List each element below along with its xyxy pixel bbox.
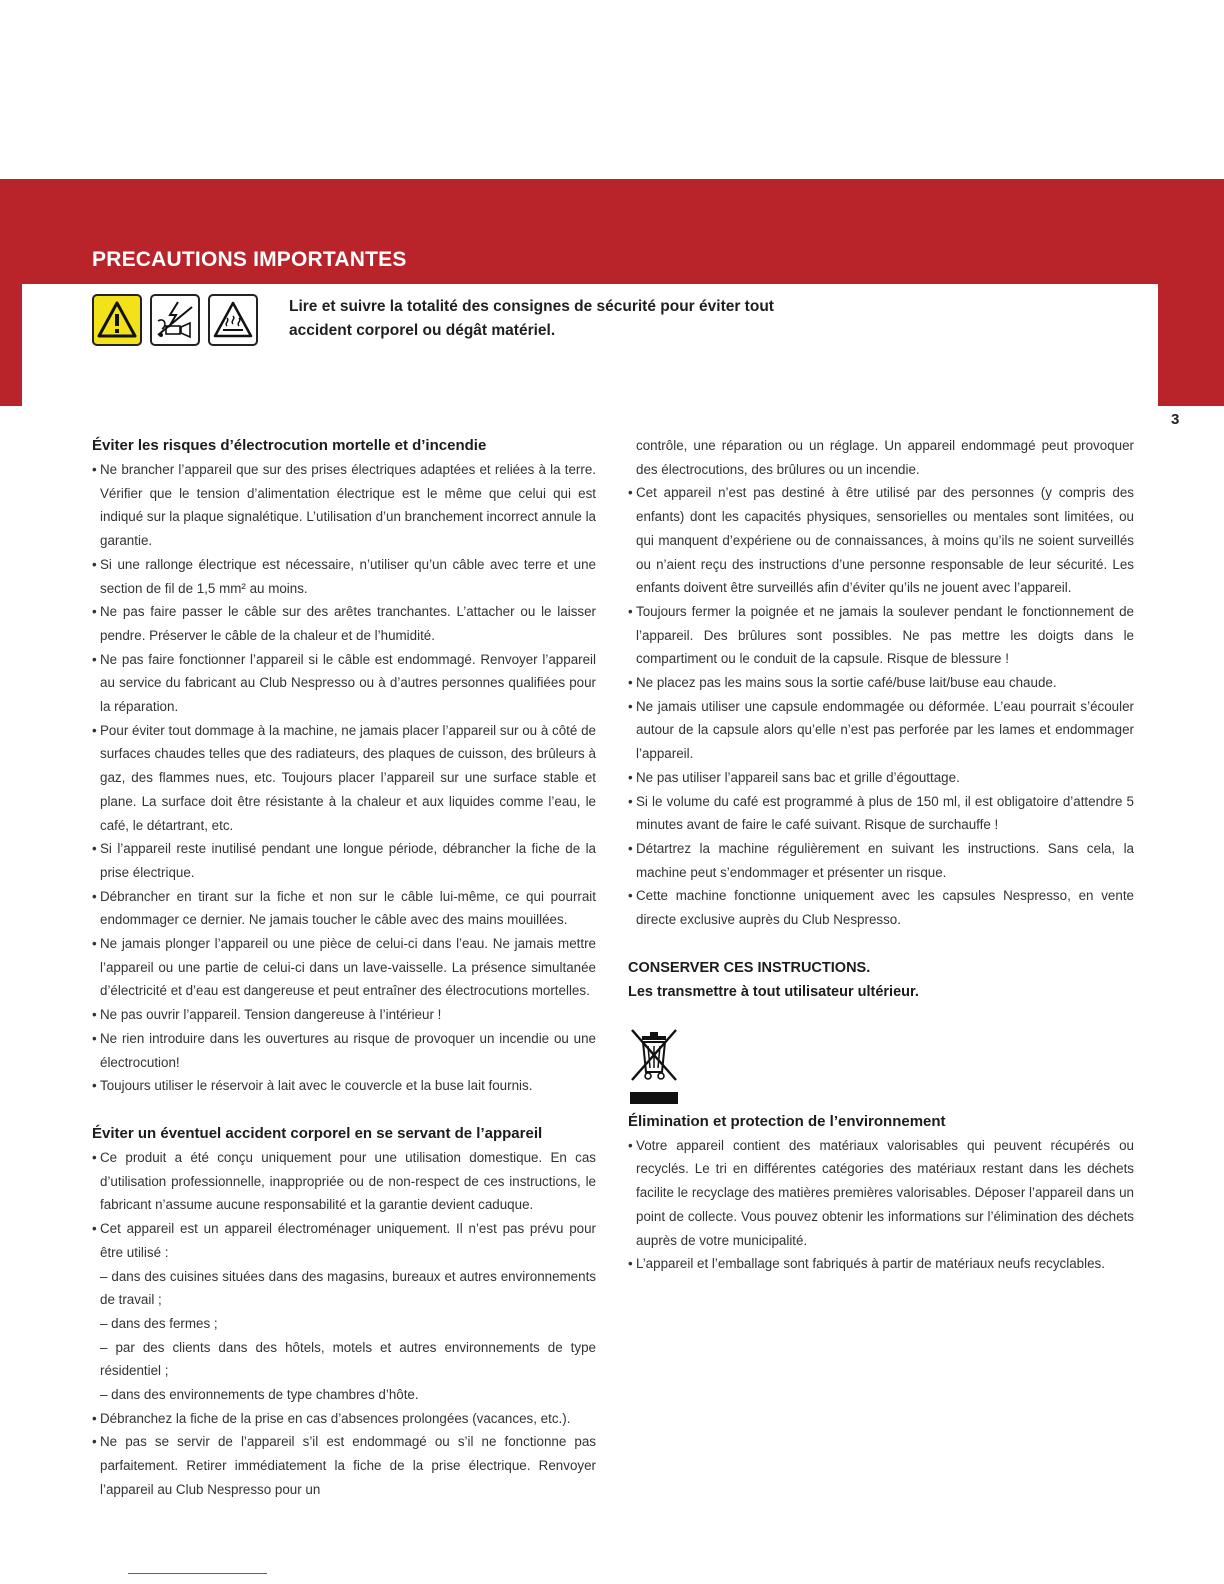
weee-bin-icon [628,1026,680,1104]
warning-triangle-icon [92,294,142,346]
footer-link-line [128,1573,267,1574]
list-item: • Ne pas faire fonctionner l’appareil si le câble est endommagé. Renvoyer l’appareil au service du fabricant au Club Nespresso ou à d’autres personnes qualifiées pour la réparation. [92,648,596,719]
list-item: • Ne brancher l’appareil que sur des prises électriques adaptées et reliées à la terre. Vérifier que le tension d’alimentation électrique est le même que celui qui est indiqué sur la plaque signalétique. L’utilisation d’un branchement incorrect annule la garantie. [92,458,596,553]
injury-list [92,1146,596,1502]
list-item: • Toujours fermer la poignée et ne jamais la soulever pendant le fonctionnement de l’appareil. Des brûlures sont possibles. Ne pas mettre les doigts dans le compartiment ou le conduit de la capsule. Risque de blessure ! [628,600,1134,671]
list-item: • Détartrez la machine régulièrement en suivant les instructions. Sans cela, la machine peut s’endommager et présenter un risque. [628,837,1134,884]
list-item: • Ne jamais plonger l’appareil ou une pièce de celui-ci dans l’eau. Ne jamais mettre l’appareil ou une partie de celui-ci dans un lave-vaisselle. La présence simultanée d’électricité et d’eau est dangereuse et peut entraîner des électrocutions mortelles. [92,932,596,1003]
list-item: • Ce produit a été conçu uniquement pour une utilisation domestique. En cas d’utilisation professionnelle, inappropriée ou de non-respect de ces instructions, le fabricant n’assume aucune responsabilité et la garantie devient caduque. [92,1146,596,1217]
list-item: • Ne pas se servir de l’appareil s’il est endommagé ou s’il ne fonctionne pas parfaitement. Retirer immédiatement la fiche de la prise électrique. Renvoyer l’appareil au Club Nespresso pour un [92,1430,596,1501]
page-number: 3 [1171,411,1180,428]
hot-surface-icon [208,294,258,346]
section-heading-environment: Élimination et protection de l’environnement [628,1112,946,1130]
list-item: • Ne placez pas les mains sous la sortie café/buse lait/buse eau chaude. [628,671,1134,695]
list-item: • Cette machine fonctionne uniquement avec les capsules Nespresso, en vente directe exclusive auprès du Club Nespresso. [628,884,1134,931]
right-column [628,434,1134,1276]
list-item: • Cet appareil n’est pas destiné à être utilisé par des personnes (y compris des enfants) dont les capacités physiques, sensorielles ou mentales sont limitées, ou qui manquent d’expériene ou de connaissances, à moins qu’ils ne soient surveillés ou n’aient reçu des instructions d’une personne responsable de leur sécurité. Les enfants doivent être surveillés afin d’éviter qu’ils ne jouent avec l’appareil. [628,481,1134,600]
sub-list-item: – dans des cuisines situées dans des magasins, bureaux et autres environnements de travail ; [92,1265,596,1312]
safety-icons [92,294,258,346]
list-item: • Toujours utiliser le réservoir à lait avec le couvercle et la buse lait fournis. [92,1074,596,1098]
sub-list-item: – dans des fermes ; [92,1312,596,1336]
keep-instructions-heading: CONSERVER CES INSTRUCTIONS. [628,959,871,976]
list-item: • Si le volume du café est programmé à plus de 150 ml, il est obligatoire d’attendre 5 minutes avant de faire le café suivant. Risque de surchauffe ! [628,790,1134,837]
injury-list-continued [628,434,1134,932]
list-item: • L’appareil et l’emballage sont fabriqués à partir de matériaux neufs recyclables. [628,1252,1134,1276]
section-heading-injury: Éviter un éventuel accident corporel en se servant de l’appareil [92,1124,543,1142]
list-item: • Ne pas utiliser l’appareil sans bac et grille d’égouttage. [628,766,1134,790]
pass-on-instructions: Les transmettre à tout utilisateur ultérieur. [628,983,919,1000]
sub-list-item: – dans des environnements de type chambres d’hôte. [92,1383,596,1407]
list-item: • Pour éviter tout dommage à la machine, ne jamais placer l’appareil sur ou à côté de surfaces chaudes telles que des radiateurs, des plaques de cuisson, des brûleurs à gaz, des flammes nues, etc. Toujours placer l’appareil sur une surface stable et plane. La surface doit être résistante à la chaleur et aux liquides comme l’eau, le café, le détartrant, etc. [92,719,596,838]
list-item: • Débranchez la fiche de la prise en cas d’absences prolongées (vacances, etc.). [92,1407,596,1431]
list-item: • Ne pas ouvrir l’appareil. Tension dangereuse à l’intérieur ! [92,1003,596,1027]
intro-text: Lire et suivre la totalité des consignes de sécurité pour éviter tout accident corporel ou dégât matériel. [289,298,774,339]
list-item: • Si l’appareil reste inutilisé pendant une longue période, débrancher la fiche de la prise électrique. [92,837,596,884]
list-item: • Votre appareil contient des matériaux valorisables qui peuvent récupérés ou recyclés. Le tri en différentes catégories des matériaux restant dans les déchets facilite le recyclage des matières premières valorisables. Déposer l’appareil dans un point de collecte. Vous pouvez obtenir les informations sur l’élimination des déchets auprès de votre municipalité. [628,1134,1134,1253]
page-title: PRECAUTIONS IMPORTANTES [92,248,407,271]
environment-list [628,1134,1134,1276]
electric-shock-icon [150,294,200,346]
list-item: • Cet appareil est un appareil électroménager uniquement. Il n’est pas prévu pour être utilisé : [92,1217,596,1264]
list-item-continuation: contrôle, une réparation ou un réglage. Un appareil endommagé peut provoquer des électrocutions, des brûlures ou un incendie. [636,438,1134,477]
list-item: • Débrancher en tirant sur la fiche et non sur le câble lui-même, ce qui pourrait endommager ce dernier. Ne jamais toucher le câble avec des mains mouillées. [92,885,596,932]
list-item: • Ne pas faire passer le câble sur des arêtes tranchantes. L’attacher ou le laisser pendre. Préserver le câble de la chaleur et de l’humidité. [92,600,596,647]
list-item: • Ne rien introduire dans les ouvertures au risque de provoquer un incendie ou une électrocution! [92,1027,596,1074]
left-column [92,434,596,1502]
sub-list-item: – par des clients dans des hôtels, motels et autres environnements de type résidentiel ; [92,1336,596,1383]
list-item: • Ne jamais utiliser une capsule endommagée ou déformée. L’eau pourrait s’écouler autour de la capsule alors qu’elle n’est pas perforée par les lames et endommager l’appareil. [628,695,1134,766]
list-item: • Si une rallonge électrique est nécessaire, n’utiliser qu’un câble avec terre et une section de fil de 1,5 mm² au moins. [92,553,596,600]
electrocution-list [92,458,596,1098]
section-heading-electrocution: Éviter les risques d’électrocution mortelle et d’incendie [92,437,487,454]
